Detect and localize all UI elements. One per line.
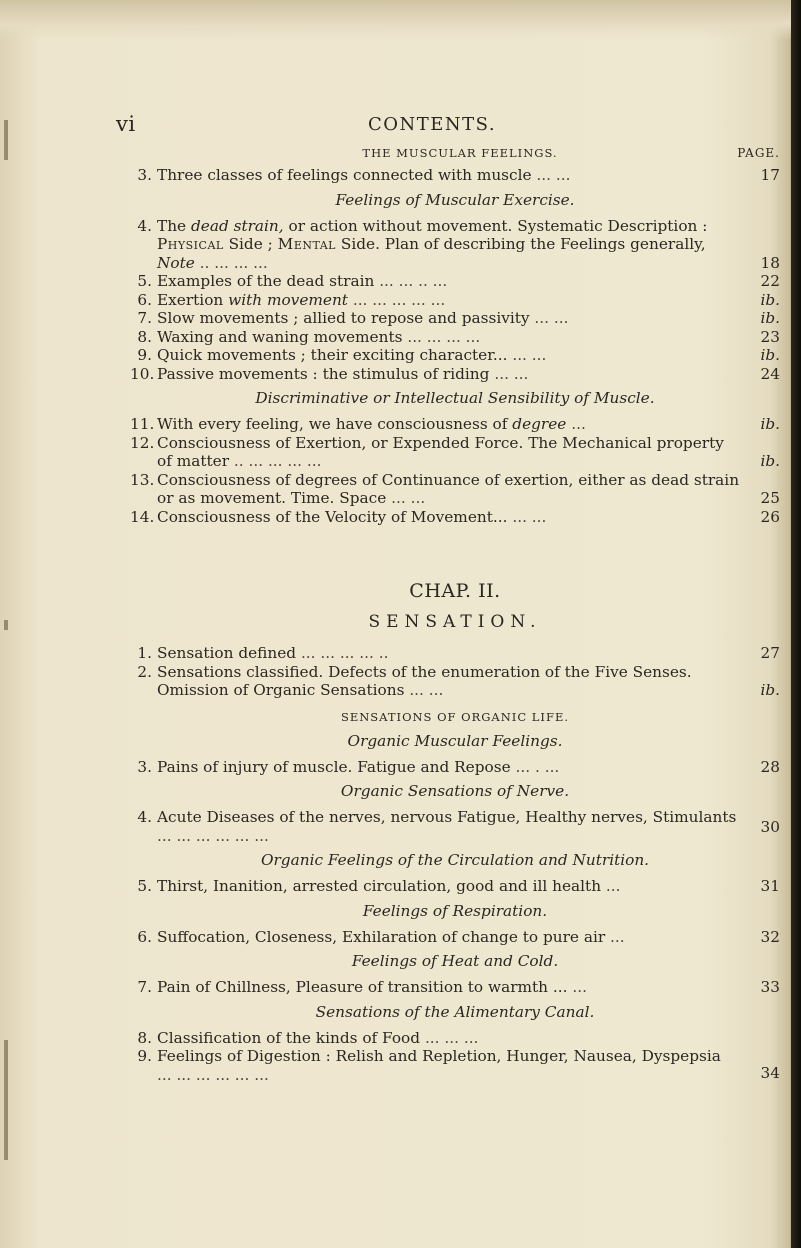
toc-entry: 9. Quick movements ; their exciting character... ... ... ib. [137, 346, 780, 364]
chapter-title: SENSATION. [368, 612, 542, 632]
margin-mark [4, 1040, 8, 1160]
running-title: CONTENTS. [368, 114, 497, 135]
margin-mark [4, 620, 8, 630]
toc-entry: 1. Sensation defined ... ... ... ... .. 27 [137, 644, 780, 662]
toc-entry: 8. Classification of the kinds of Food ... ... ... [137, 1028, 479, 1047]
section-heading: Feelings of Muscular Exercise. [335, 190, 575, 209]
section-heading: Feelings of Respiration. [362, 901, 548, 920]
top-shadow [0, 0, 801, 40]
contents-body [130, 146, 780, 1084]
toc-entry: 6. Suffocation, Closeness, Exhilaration of change to pure air ... 32 [137, 927, 780, 946]
section-heading: Feelings of Heat and Cold. [351, 952, 559, 970]
page-folio: vi [116, 112, 136, 136]
running-header [0, 112, 801, 142]
toc-entry: 9. Feelings of Digestion : Relish and Repletion, Hunger, Nausea, Dyspepsia ... ... ... ... ... ... [137, 1047, 721, 1084]
toc-entry: 3. Pains of injury of muscle. Fatigue and Repose ... . ... 28 [137, 757, 780, 776]
section-heading: Discriminative or Intellectual Sensibility of Muscle. [255, 389, 655, 407]
page-number: 34 [760, 1064, 780, 1082]
toc-entry: 5. Examples of the dead strain ... ... .. ... 22 [137, 272, 780, 290]
toc-group-8-9 [130, 1029, 780, 1085]
section-heading: Organic Muscular Feelings. [347, 731, 563, 750]
spacer [130, 526, 780, 580]
section-heading: Organic Feelings of the Circulation and Nutrition. [260, 851, 650, 869]
toc-entry: 11. With every feeling, we have consciousness of degree ... ib. [130, 415, 780, 433]
section-heading: Sensations of the Alimentary Canal. [315, 1002, 595, 1021]
subhead-muscular-feelings: THE MUSCULAR FEELINGS. PAGE. [362, 146, 780, 160]
chapter-label: CHAP. II. [409, 580, 501, 602]
toc-entry: 7. Pain of Chillness, Pleasure of transition to warmth ... ... 33 [137, 978, 780, 996]
toc-entry: 6. Exertion with movement ... ... ... ... ... ib. [137, 290, 780, 309]
toc-entry: 4. The dead strain, or action without movement. Systematic Description : Physical Side ; Mental Side. Plan of describing the Feelings generally, Note .. ... ... ... 18 [137, 216, 780, 272]
toc-entry: 10. Passive movements : the stimulus of riding ... ... 24 [130, 364, 780, 383]
toc-entry: 13. Consciousness of degrees of Continuance of exertion, either as dead strain or as movement. Time. Space ... ... 25 [130, 470, 780, 507]
toc-entry: 2. Sensations classified. Defects of the enumeration of the Five Senses. Omission of Organic Sensations ... ... ib. [137, 662, 780, 699]
toc-entry: 7. Slow movements ; allied to repose and passivity ... ... ib. [137, 309, 780, 327]
subsection-caps: SENSATIONS OF ORGANIC LIFE. [340, 709, 570, 724]
toc-entry: 8. Waxing and waning movements ... ... ... ... 23 [137, 327, 780, 346]
page-column-label: PAGE. [737, 146, 780, 160]
binding-edge [791, 0, 801, 1248]
toc-entry: 5. Thirst, Inanition, arrested circulation, good and ill health ... 31 [137, 877, 780, 895]
toc-entry: 4. Acute Diseases of the nerves, nervous Fatigue, Healthy nerves, Stimulants ... ... ... ... ... ... 30 [137, 808, 780, 845]
toc-entry: 14. Consciousness of the Velocity of Movement... ... ... 26 [130, 507, 780, 526]
toc-entry: 3. Three classes of feelings connected with muscle ... ... 17 [137, 166, 780, 184]
section-heading: Organic Sensations of Nerve. [340, 782, 570, 800]
toc-entry: 12. Consciousness of Exertion, or Expended Force. The Mechanical property of matter .. ... ... ... ... ib. [130, 433, 780, 470]
